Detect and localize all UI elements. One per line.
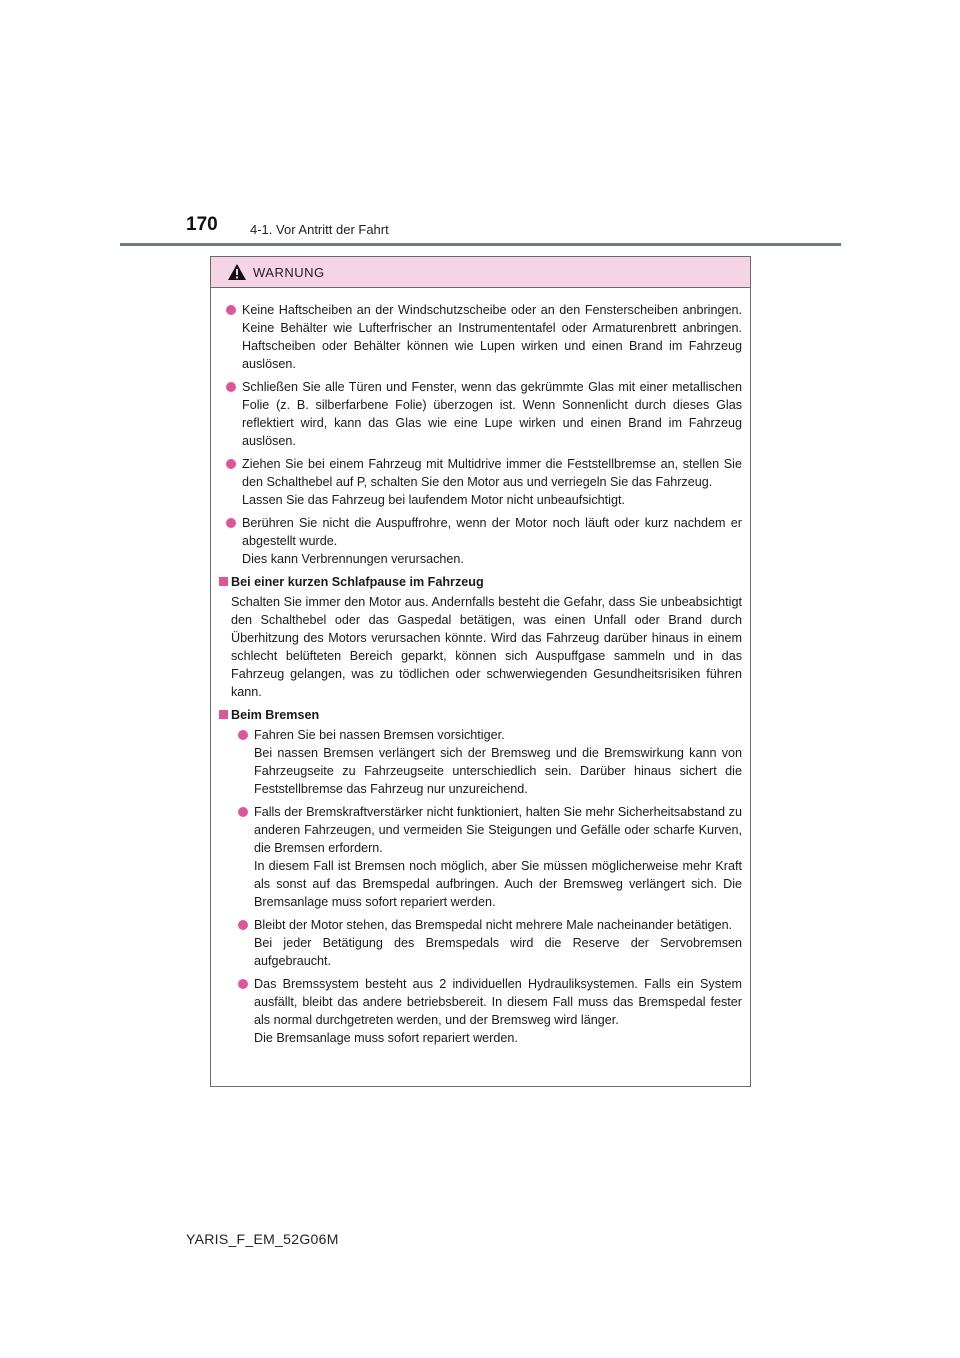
warning-item: Keine Haftscheiben an der Windschutzscheibe oder an den Fensterscheiben anbringen. Keine Behälter wie Lufterfrischer an Instrumententafel oder Armaturenbrett anbringen. Haftscheiben oder Behälter können wie Lupen wirken und einen Brand im Fahrzeug auslösen. xyxy=(219,301,742,373)
bullet-dot xyxy=(238,807,248,817)
section-heading-brake: Beim Bremsen xyxy=(219,706,742,724)
bullet-dot xyxy=(238,979,248,989)
bullet-dot xyxy=(238,920,248,930)
warning-item: Schließen Sie alle Türen und Fenster, wenn das gekrümmte Glas mit einer metallischen Folie (z. B. silberfarbene Folie) überzogen ist. Wenn Sonnenlicht durch dieses Glas reflektiert wird, kann das Glas wie eine Lupe wirken und einen Brand im Fahrzeug auslösen. xyxy=(219,378,742,450)
brake-list xyxy=(219,726,742,1047)
bullet-dot xyxy=(226,459,236,469)
warning-triangle-icon xyxy=(227,263,247,281)
warning-item: Fahren Sie bei nassen Bremsen vorsichtiger. Bei nassen Bremsen verlängert sich der Bremsweg und die Bremswirkung kann von Fahrzeugseite zu Fahrzeugseite unterschiedlich sein. Darüber hinaus sichert die Feststellbremse das Fahrzeug nur unzureichend. xyxy=(231,726,742,798)
header-rule xyxy=(120,243,841,246)
warning-body xyxy=(211,288,750,1047)
warning-title: WARNUNG xyxy=(253,265,325,280)
bullet-dot xyxy=(226,518,236,528)
warning-item: Bleibt der Motor stehen, das Bremspedal nicht mehrere Male nacheinander betätigen. Bei jeder Betätigung des Bremspedals wird die Reserve der Servobremsen aufgebraucht. xyxy=(231,916,742,970)
section-title: 4-1. Vor Antritt der Fahrt xyxy=(250,222,389,237)
warning-header xyxy=(211,257,750,288)
warning-box xyxy=(210,256,751,1087)
warning-item: Ziehen Sie bei einem Fahrzeug mit Multidrive immer die Feststellbremse an, stellen Sie den Schalthebel auf P, schalten Sie den Motor aus und verriegeln Sie das Fahrzeug. Lassen Sie das Fahrzeug bei laufendem Motor nicht unbeaufsichtigt. xyxy=(219,455,742,509)
page-number: 170 xyxy=(186,214,218,235)
warning-item: Das Bremssystem besteht aus 2 individuellen Hydrauliksystemen. Falls ein System ausfällt, bleibt das andere betriebsbereit. In diesem Fall muss das Bremspedal fester als normal durchgetreten werden, und der Bremsweg wird länger. Die Bremsanlage muss sofort repariert werden. xyxy=(231,975,742,1047)
square-bullet xyxy=(219,577,228,586)
square-bullet xyxy=(219,710,228,719)
warning-item: Falls der Bremskraftverstärker nicht funktioniert, halten Sie mehr Sicherheitsabstand zu anderen Fahrzeugen, und vermeiden Sie Steigungen und Gefälle oder scharfe Kurven, die Bremsen erfordern. In diesem Fall ist Bremsen noch möglich, aber Sie müssen möglicherweise mehr Kraft als sonst auf das Bremspedal aufbringen. Auch der Bremsweg verlängert sich. Die Bremsanlage muss sofort repariert werden. xyxy=(231,803,742,911)
bullet-dot xyxy=(226,305,236,315)
bullet-dot xyxy=(226,382,236,392)
warning-item: Berühren Sie nicht die Auspuffrohre, wenn der Motor noch läuft oder kurz nachdem er abgestellt wurde. Dies kann Verbrennungen verursachen. xyxy=(219,514,742,568)
section-heading-nap: Bei einer kurzen Schlafpause im Fahrzeug xyxy=(219,573,742,591)
bullet-dot xyxy=(238,730,248,740)
footer-code: YARIS_F_EM_52G06M xyxy=(186,1231,339,1247)
section-text-nap: Schalten Sie immer den Motor aus. Andernfalls besteht die Gefahr, dass Sie unbeabsichtigt den Schalthebel oder das Gaspedal betätigen, was einen Unfall oder Brand durch Überhitzung des Motors verursachen könnte. Wird das Fahrzeug darüber hinaus in einem schlecht belüfteten Bereich geparkt, können sich Auspuffgase sammeln und in das Fahrzeug gelangen, was zu tödlichen oder schwerwiegenden Gesundheitsrisiken führen kann. xyxy=(231,595,742,699)
page-header xyxy=(0,0,960,250)
